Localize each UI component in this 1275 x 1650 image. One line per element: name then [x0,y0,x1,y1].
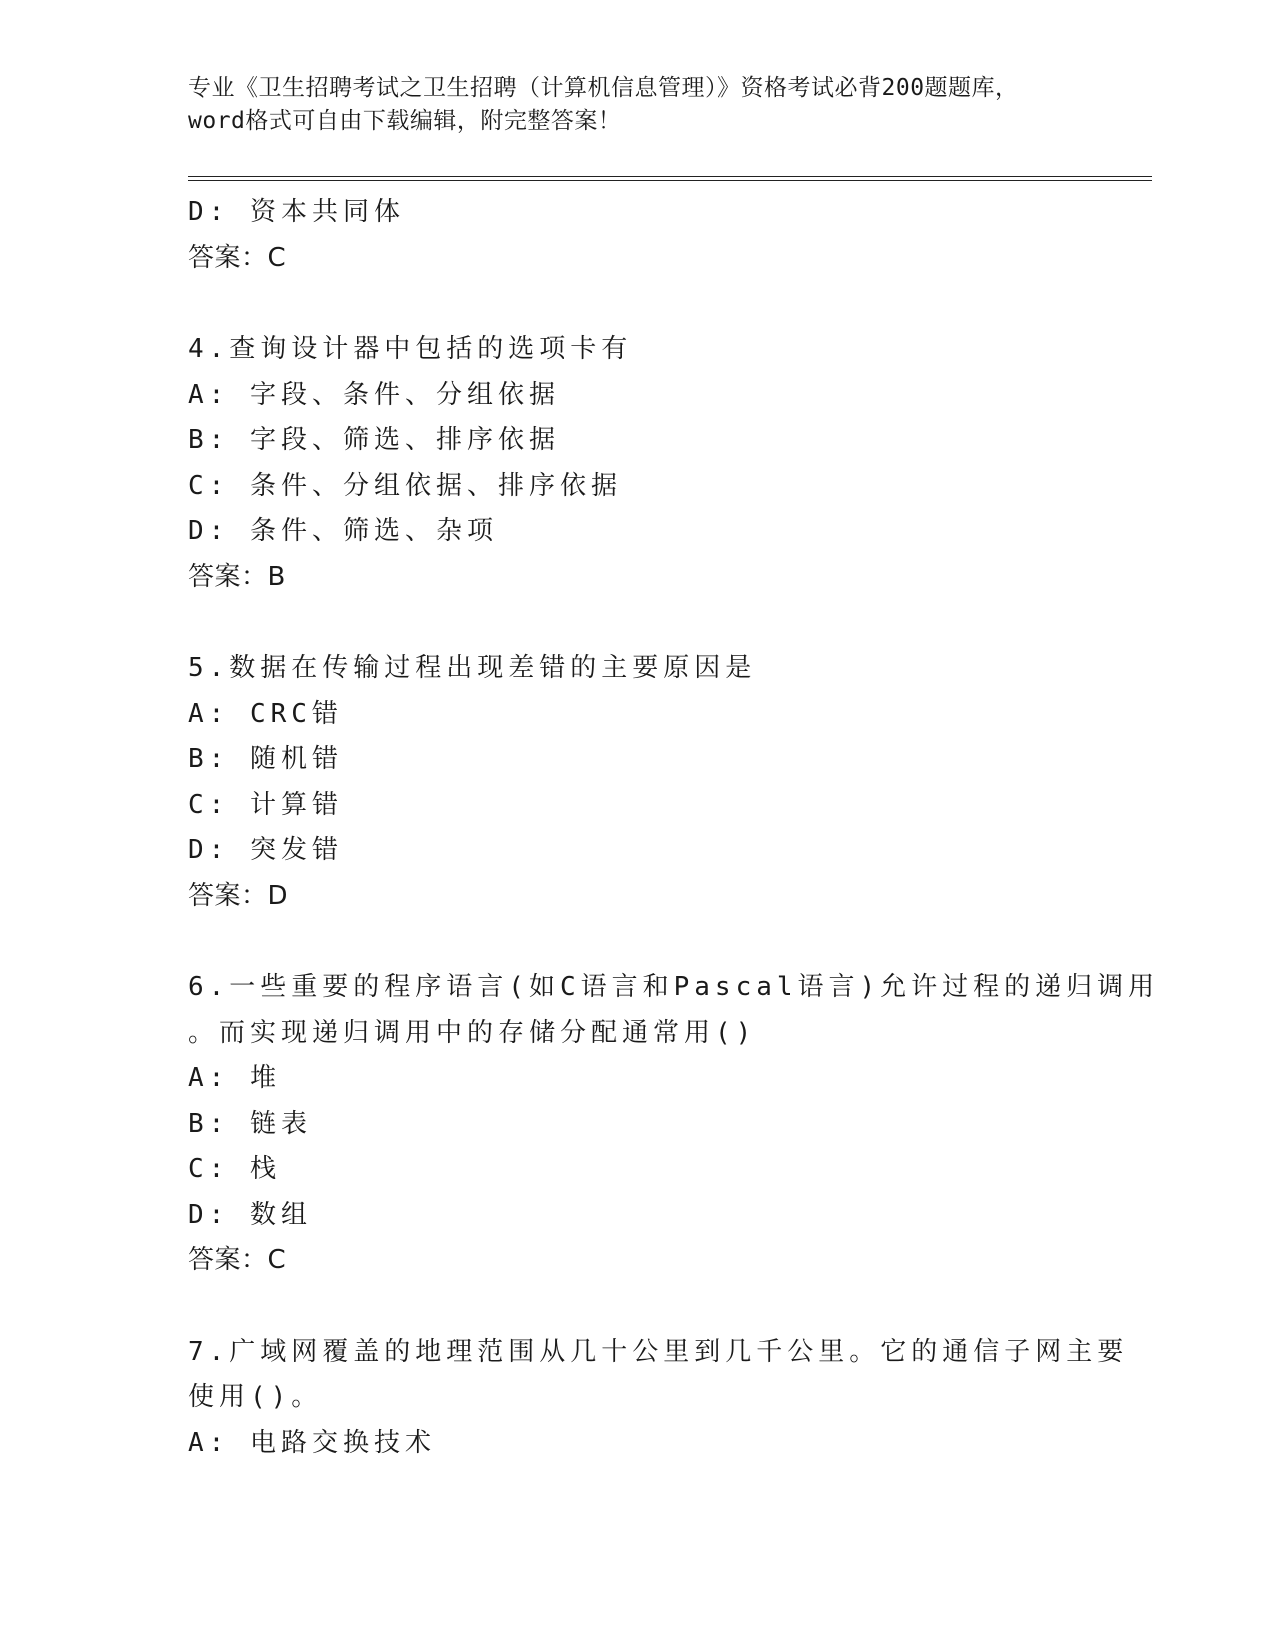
question-7-text-line-2: 使用()。 [188,1382,323,1412]
question-5 [188,646,1088,919]
question-6-answer: 答案：C [188,1245,287,1275]
question-6-option-d: D: 数组 [188,1199,312,1230]
question-6-text-line-2: 。而实现递归调用中的存储分配通常用() [188,1017,757,1048]
question-3-option-d: D: 资本共同体 [188,197,405,227]
question-4-option-d: D: 条件、筛选、杂项 [188,516,498,546]
spacer [188,919,1088,965]
header-title-line-1: 专业《卫生招聘考试之卫生招聘（计算机信息管理）》资格考试必背200题题库， [188,75,1019,101]
question-5-answer: 答案：D [188,880,289,911]
header-title-line-2: word格式可自由下载编辑，附完整答案！ [188,108,622,134]
question-5-text: 5.数据在传输过程出现差错的主要原因是 [188,653,757,683]
question-6-text-line-1: 6.一些重要的程序语言(如C语言和Pascal语言)允许过程的递归调用 [188,972,1160,1002]
question-6 [188,965,1160,1284]
question-5-option-a: A: CRC错 [188,698,343,729]
question-list [188,190,1160,1466]
header-divider [188,176,1152,181]
question-4-option-a: A: 字段、条件、分组依据 [188,379,560,410]
question-7-option-a: A: 电路交换技术 [188,1427,436,1458]
spacer [188,281,1088,327]
question-3-answer: 答案：C [188,242,287,273]
question-4-option-b: B: 字段、筛选、排序依据 [188,425,560,455]
question-7-text-line-1: 7.广域网覆盖的地理范围从几十公里到几千公里。它的通信子网主要 [188,1336,1129,1367]
question-6-option-c: C: 栈 [188,1154,281,1184]
spacer [188,1284,1088,1330]
question-4-answer: 答案：B [188,561,286,592]
question-5-option-b: B: 随机错 [188,744,343,774]
question-4-text: 4.查询设计器中包括的选项卡有 [188,334,633,364]
spacer [188,600,1088,646]
question-4 [188,327,1088,600]
document-header [188,72,1088,138]
question-6-option-b: B: 链表 [188,1108,312,1139]
question-5-option-d: D: 突发错 [188,835,343,865]
question-5-option-c: C: 计算错 [188,789,343,820]
question-7 [188,1330,1129,1467]
question-3-tail [188,190,1088,281]
question-6-option-a: A: 堆 [188,1063,281,1093]
question-4-option-c: C: 条件、分组依据、排序依据 [188,470,622,501]
